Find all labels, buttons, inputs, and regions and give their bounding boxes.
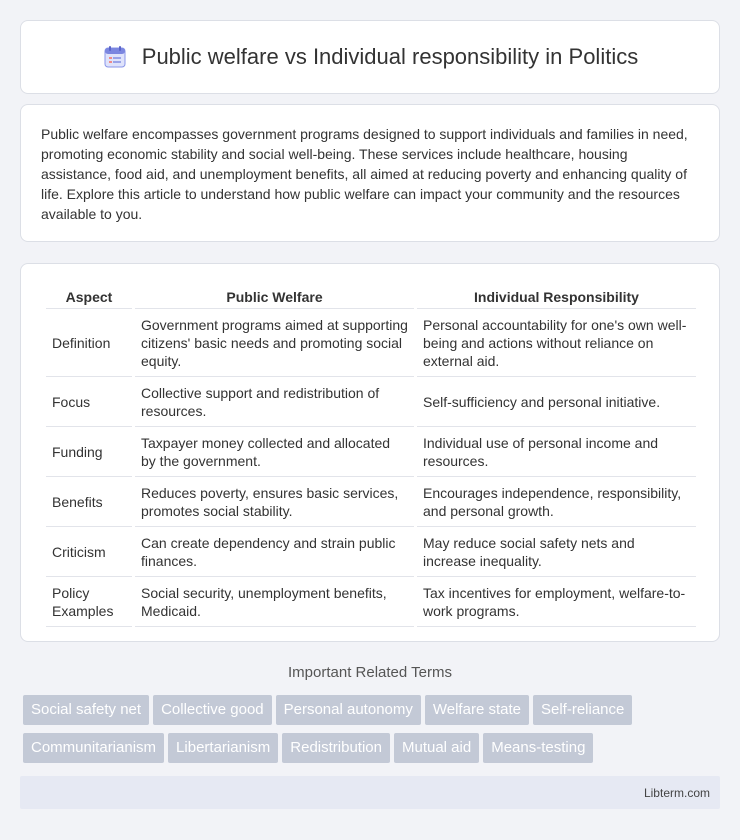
tag-self-reliance[interactable]: Self-reliance: [533, 695, 632, 725]
table-cell-aspect: Benefits: [46, 478, 132, 527]
table-header-row: [46, 285, 696, 309]
table-cell-public-welfare: Collective support and redistribution of resources.: [135, 378, 414, 427]
comparison-table: [43, 284, 699, 628]
table-cell-individual-responsibility: Encourages independence, responsibility, and personal growth.: [417, 478, 696, 527]
tag-libertarianism[interactable]: Libertarianism: [168, 733, 278, 763]
table-row: [46, 310, 696, 377]
table-row: [46, 478, 696, 527]
tag-social-safety-net[interactable]: Social safety net: [23, 695, 149, 725]
tag-personal-autonomy[interactable]: Personal autonomy: [276, 695, 421, 725]
table-cell-individual-responsibility: Tax incentives for employment, welfare-to-work programs.: [417, 578, 696, 627]
related-terms-title: Important Related Terms: [288, 664, 452, 681]
calendar-list-icon: [102, 44, 128, 70]
header-card: [20, 20, 720, 94]
table-cell-public-welfare: Taxpayer money collected and allocated by the government.: [135, 428, 414, 477]
comparison-table-card: [20, 263, 720, 642]
tag-mutual-aid[interactable]: Mutual aid: [394, 733, 479, 763]
table-cell-public-welfare: Can create dependency and strain public finances.: [135, 528, 414, 577]
footer-site-link[interactable]: Libterm.com: [643, 786, 710, 800]
table-row: [46, 578, 696, 627]
table-cell-aspect: Definition: [46, 310, 132, 377]
footer: [20, 776, 720, 809]
table-row: [46, 428, 696, 477]
related-terms-list: [23, 695, 723, 771]
table-row: [46, 378, 696, 427]
table-cell-aspect: Focus: [46, 378, 132, 427]
table-cell-aspect: Criticism: [46, 528, 132, 577]
column-header-public-welfare: Public Welfare: [135, 285, 414, 309]
tag-redistribution[interactable]: Redistribution: [282, 733, 390, 763]
column-header-individual-responsibility: Individual Responsibility: [417, 285, 696, 309]
page-title: Public welfare vs Individual responsibility in Politics: [141, 44, 639, 69]
table-cell-aspect: Funding: [46, 428, 132, 477]
column-header-aspect: Aspect: [46, 285, 132, 309]
table-cell-aspect: Policy Examples: [46, 578, 132, 627]
table-cell-public-welfare: Social security, unemployment benefits, Medicaid.: [135, 578, 414, 627]
table-row: [46, 528, 696, 577]
table-cell-individual-responsibility: Self-sufficiency and personal initiative.: [417, 378, 696, 427]
intro-text: Public welfare encompasses government programs designed to support individuals and families in need, promoting economic stability and social well-being. These services include healthcare, housing assistance, food aid, and unemployment benefits, all aimed at reducing poverty and enhancing quality of life. Explore this article to understand how public welfare can impact your community and the resources available to you.: [41, 126, 688, 222]
table-cell-public-welfare: Government programs aimed at supporting citizens' basic needs and promoting social equity.: [135, 310, 414, 377]
intro-card: [20, 104, 720, 242]
tag-communitarianism[interactable]: Communitarianism: [23, 733, 164, 763]
table-cell-public-welfare: Reduces poverty, ensures basic services, promotes social stability.: [135, 478, 414, 527]
tag-welfare-state[interactable]: Welfare state: [425, 695, 529, 725]
tag-collective-good[interactable]: Collective good: [153, 695, 272, 725]
table-cell-individual-responsibility: Individual use of personal income and resources.: [417, 428, 696, 477]
table-cell-individual-responsibility: Personal accountability for one's own well-being and actions without reliance on external aid.: [417, 310, 696, 377]
tag-means-testing[interactable]: Means-testing: [483, 733, 593, 763]
table-cell-individual-responsibility: May reduce social safety nets and increase inequality.: [417, 528, 696, 577]
